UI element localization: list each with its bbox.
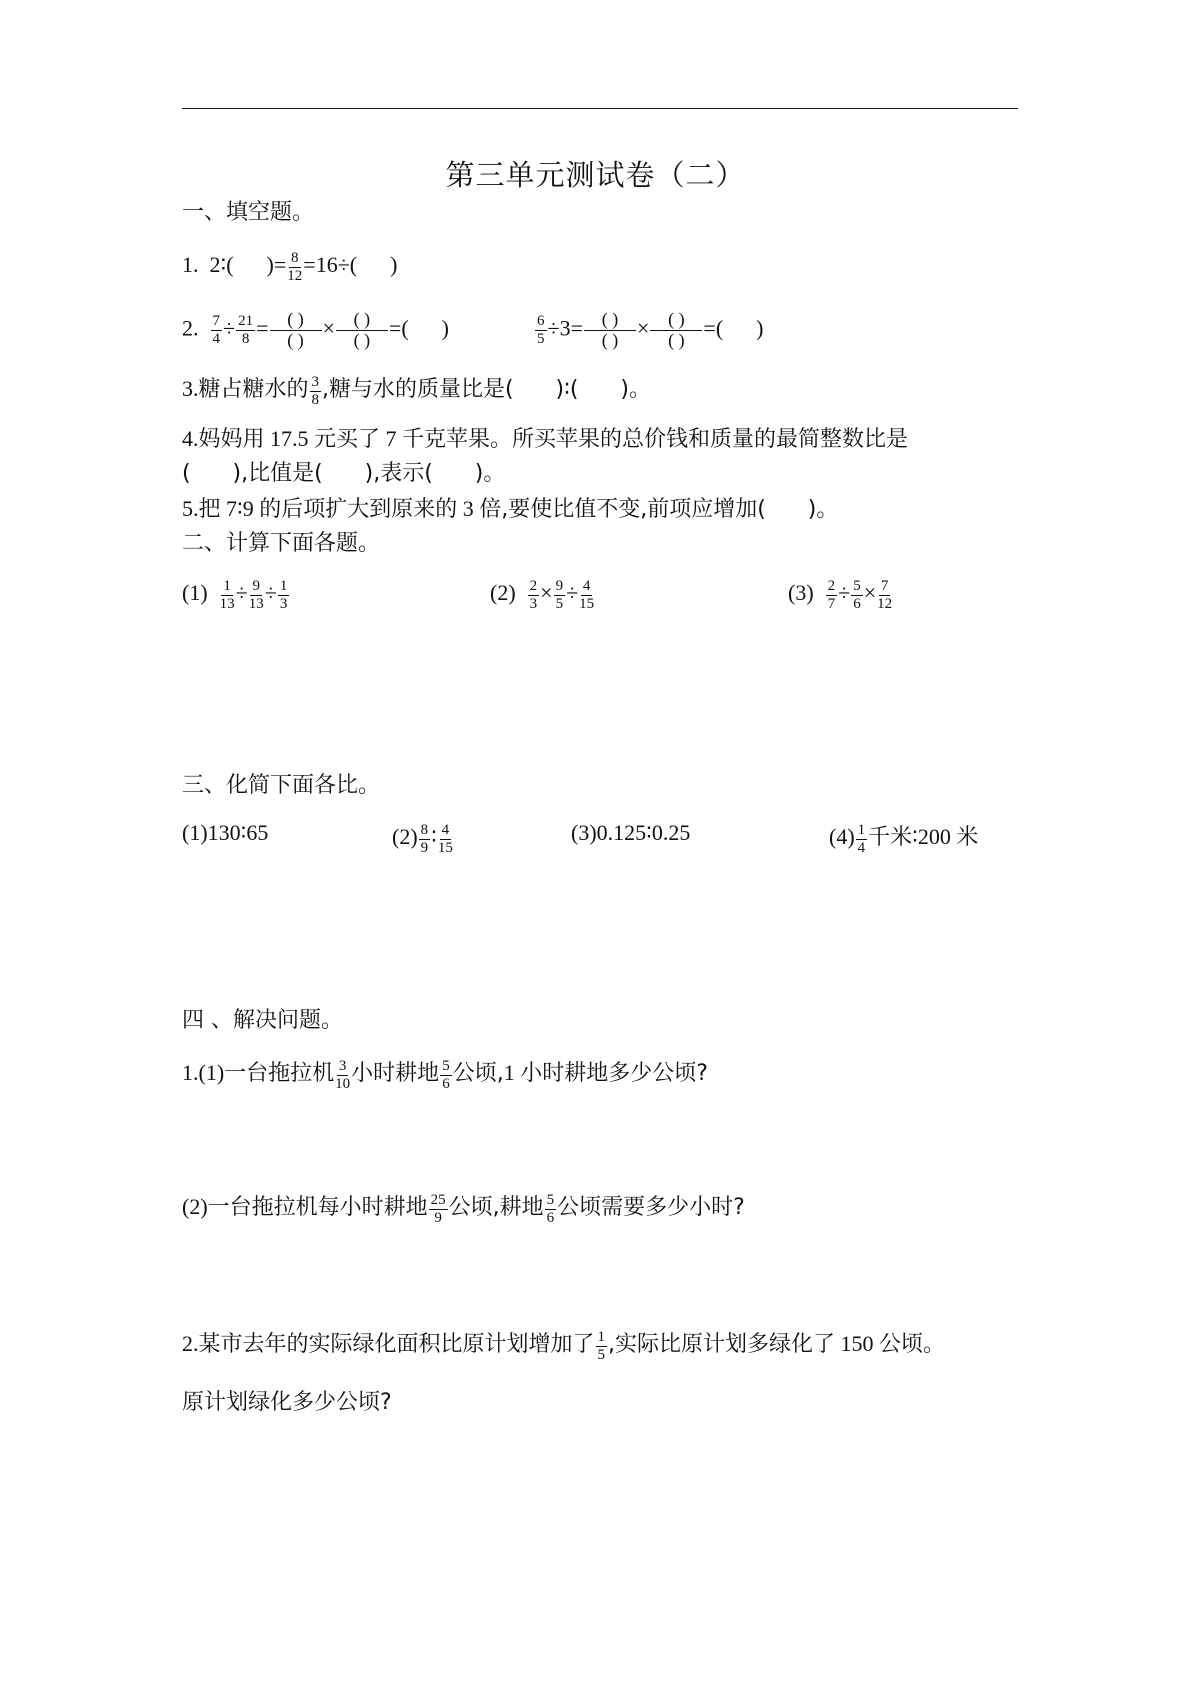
numerator: 5 [853,578,861,594]
numerator: ( ) [584,310,636,331]
numerator: 1 [279,578,288,594]
text-segment: × [863,580,877,606]
q3-1 [182,822,268,844]
denominator: 15 [579,595,595,612]
text-segment: =16÷( ) [303,252,398,278]
fraction [545,1192,557,1226]
text-segment: ,糖与水的质量比是( )∶( )。 [322,377,651,403]
denominator: 8 [241,330,250,347]
fraction [579,578,594,612]
text-segment: ÷3= [547,315,583,341]
q2-3 [788,578,893,612]
text-segment: 妈妈用 [198,427,265,452]
numerator: ( ) [336,310,388,331]
text-segment: 150 [835,1331,880,1357]
text-segment: (1) [182,580,219,606]
denominator: 5 [597,1346,606,1363]
numerator: 6 [537,313,545,330]
text-segment: 三、化简下面各比。 [182,773,381,798]
fraction [528,578,540,612]
numerator: 7 [212,313,220,330]
text-segment: 1 [503,1060,521,1086]
denominator: 3 [529,595,538,612]
numerator: 9 [252,578,260,594]
numerator: 1 [223,578,231,594]
text-segment: × [636,315,650,341]
text-segment: 7∶9 [220,496,260,521]
text-segment: 1.(1) [182,1060,225,1086]
q4-1-1 [182,1058,708,1092]
text-segment: = [256,315,269,341]
denominator: ( ) [668,329,685,350]
denominator: 6 [853,595,861,612]
denominator: 8 [311,391,320,408]
text-segment: 5. [182,496,199,521]
text-segment: 7 [380,426,403,451]
q3-4 [829,822,978,856]
text-segment: (4) [829,824,855,850]
denominator: 9 [420,839,429,856]
denominator: 13 [248,595,264,612]
denominator: 3 [279,595,288,612]
q1-1 [182,250,397,284]
numerator: 3 [311,374,320,390]
text-segment: ( ),比值是( ),表示( )。 [182,461,506,486]
fraction [236,313,255,347]
text-segment: 公顷需要多少小时? [557,1195,745,1221]
text-segment: (2) [182,1194,208,1220]
text-segment: 原计划绿化多少公顷? [182,1390,392,1415]
numerator: 1 [857,822,866,838]
fraction [220,578,235,612]
s4-header [182,1010,343,1032]
text-segment: (3) [788,580,825,606]
text-segment: 公顷。 [879,1332,946,1358]
header-rule [182,108,1018,109]
fraction [596,1329,608,1363]
text-segment: ÷ [838,580,851,606]
numerator: 8 [291,250,299,266]
numerator: 9 [555,578,564,594]
text-segment: ÷ [235,580,248,606]
numerator: 2 [827,578,836,594]
numerator: 2 [529,578,538,594]
q1-3 [182,374,651,408]
q1-4b [182,462,505,485]
fraction [335,1058,350,1092]
denominator: 15 [437,839,453,856]
denominator: 6 [546,1209,555,1226]
text-segment: 3. [182,376,199,402]
denominator: 12 [877,595,893,612]
denominator: ( ) [287,329,304,350]
q4-2a [182,1329,945,1363]
text-segment: 四 、解决问题。 [182,1008,343,1033]
numerator: 21 [238,313,254,330]
numerator: 4 [441,822,450,838]
text-segment: × [540,580,553,606]
text-segment: 3 [457,496,480,521]
text-segment: (2) [392,824,418,850]
text-segment: ÷ [264,580,277,606]
text-segment: 的后项扩大到原来的 [259,497,458,522]
q1-5 [182,498,838,521]
fraction [650,310,702,351]
text-segment: 2. [182,315,210,341]
numerator: 5 [546,1192,555,1208]
text-segment: 倍,要使比值不变,前项应增加( )。 [479,497,839,522]
text-segment: 小时耕地多少公顷? [520,1061,708,1087]
text-segment: 小时耕地 [351,1061,440,1087]
numerator: 7 [880,578,889,594]
text-segment: ÷ [566,580,579,606]
text-segment: ,实际比原计划多绿化了 [608,1332,836,1358]
fraction [826,578,838,612]
fraction [429,1192,448,1226]
text-segment: 17.5 [264,426,315,451]
fraction [419,822,431,856]
text-segment: 4. [182,426,199,451]
numerator: ( ) [270,310,322,331]
denominator: 7 [827,595,836,612]
text-segment: 二、计算下面各题。 [182,531,381,556]
text-segment: (1)130∶65 [182,820,269,845]
text-segment: 千米 [868,825,913,851]
fraction [287,250,302,284]
fraction [554,578,566,612]
fraction [336,310,388,351]
text-segment: 一、填空题。 [182,200,315,225]
fraction [856,822,868,856]
fraction [249,578,264,612]
text-segment: ÷ [223,315,236,341]
q1-2b [534,310,763,351]
fraction [584,310,636,351]
denominator: 13 [219,595,235,612]
text-segment: 某市去年的实际绿化面积比原计划增加了 [198,1332,595,1358]
text-segment: 糖占糖水的 [198,377,309,403]
denominator: 10 [335,1075,351,1092]
text-segment: × [322,315,335,341]
q4-1-2 [182,1192,745,1226]
s3-header [182,775,380,797]
text-segment: (2) [490,580,527,606]
fraction [211,313,223,347]
text-segment: =( ) [703,315,764,341]
denominator: 12 [287,267,303,284]
q3-3 [571,822,690,844]
q1-2a [182,310,449,351]
fraction [278,578,290,612]
text-segment: 2. [182,1331,199,1357]
text-segment: 一台拖拉机 [224,1061,335,1087]
denominator: 4 [212,330,220,347]
text-segment: 把 [198,497,221,522]
text-segment: 米 [956,825,979,851]
q4-2b [182,1391,392,1414]
numerator: 8 [420,822,429,838]
denominator: 6 [442,1075,450,1092]
fraction [270,310,322,351]
fraction [535,313,547,347]
fraction [310,374,322,408]
s2-header [182,533,380,555]
q2-2 [490,578,595,612]
denominator: 4 [857,839,866,856]
numerator: 1 [597,1329,606,1345]
denominator: 5 [537,330,545,347]
denominator: 5 [555,595,564,612]
text-segment: =( ) [388,315,449,341]
fraction [440,1058,452,1092]
s1-header [182,202,314,224]
q2-1 [182,578,290,612]
text-segment: 一台拖拉机每小时耕地 [207,1195,428,1221]
text-segment: ∶200 [912,824,957,850]
q3-2 [392,822,454,856]
fraction [438,822,453,856]
denominator: ( ) [601,329,619,350]
numerator: ( ) [650,310,702,331]
denominator: 9 [434,1209,442,1226]
numerator: 3 [338,1058,347,1074]
numerator: 5 [442,1058,450,1074]
fraction [851,578,863,612]
text-segment: 公顷, [452,1061,504,1087]
numerator: 25 [430,1192,446,1208]
text-segment: 千克苹果。所买苹果的总价钱和质量的最简整数比是 [402,427,909,452]
text-segment: 1. 2∶( )= [182,252,287,278]
text-segment: ∶ [431,824,437,850]
text-segment: 公顷,耕地 [448,1195,544,1221]
page-title: 第三单元测试卷（二） [445,160,746,192]
fraction [877,578,892,612]
denominator: ( ) [353,329,371,350]
text-segment: 元买了 [314,427,381,452]
text-segment: (3)0.125∶0.25 [571,820,691,845]
numerator: 4 [582,578,591,594]
q1-4a [182,428,908,451]
